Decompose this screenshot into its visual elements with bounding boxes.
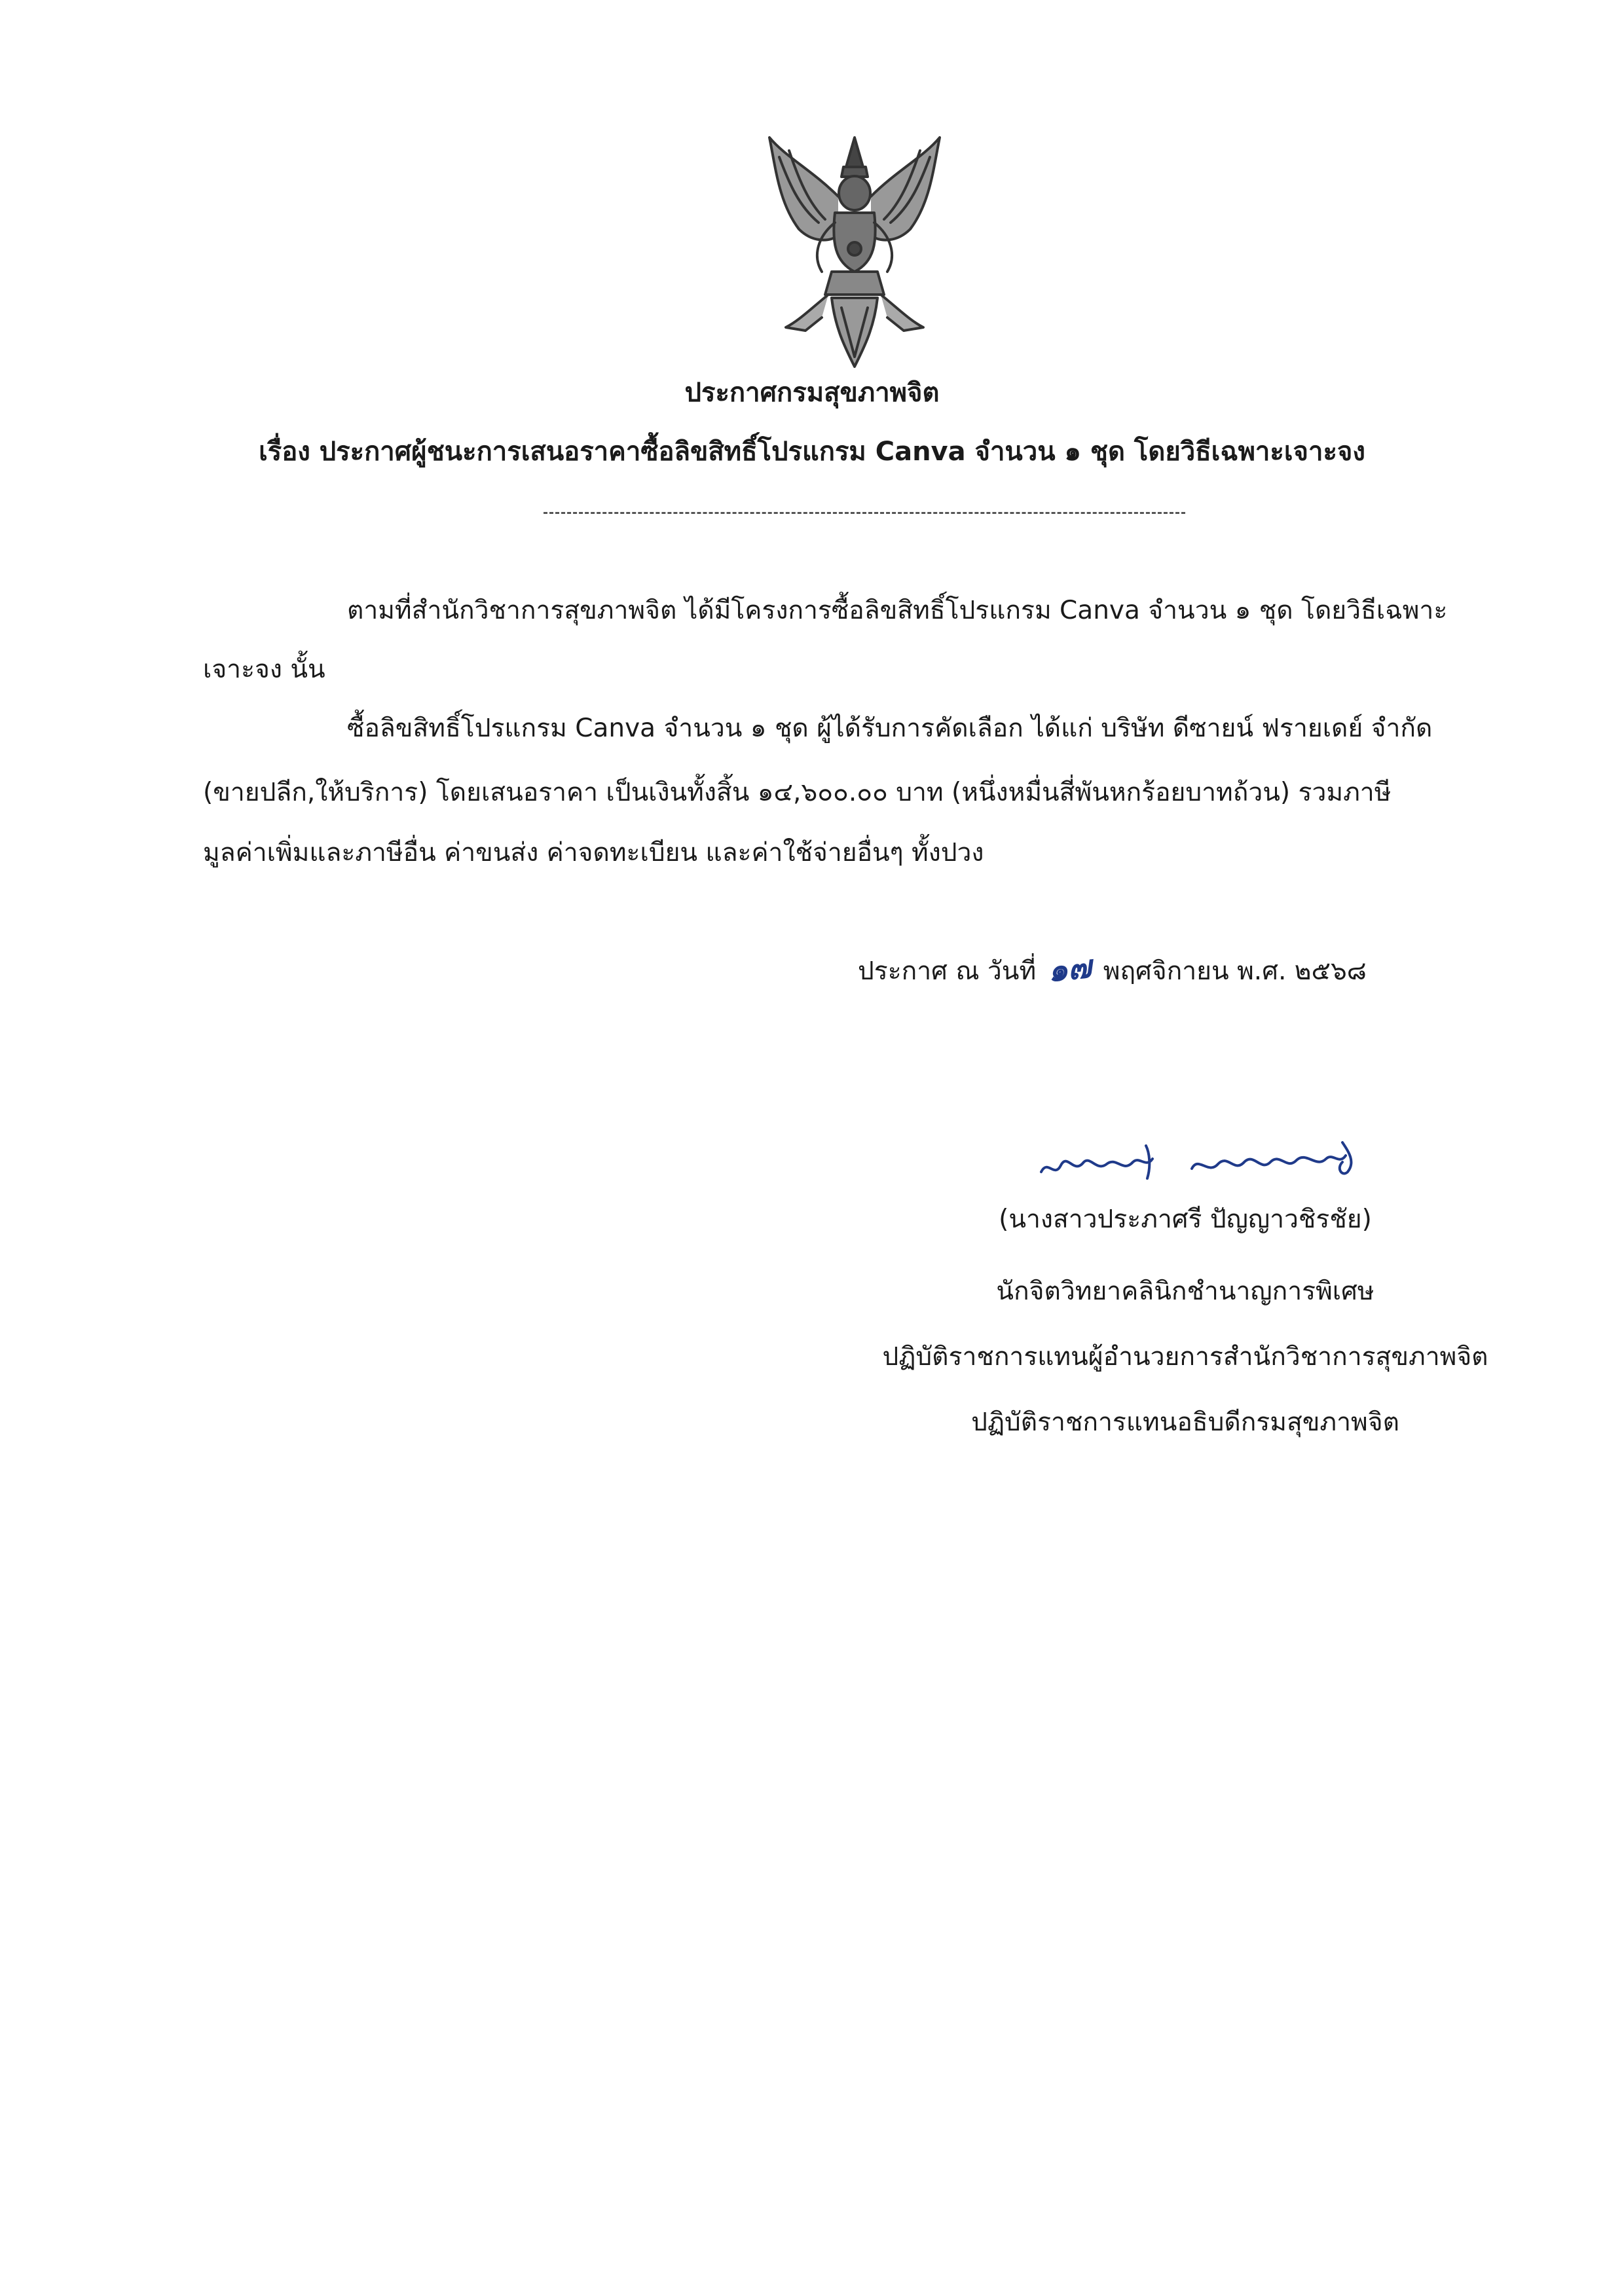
paragraph-2-line-1: ซื้อลิขสิทธิ์โปรแกรม Canva จำนวน ๑ ชุด ผู้ได้รับการคัดเลือก ได้แก่ บริษัท ดีซายน์ ฟรายเดย์ จำกัด — [347, 714, 1433, 743]
garuda-emblem — [760, 131, 950, 373]
signatory-position-2: ปฏิบัติราชการแทนผู้อำนวยการสำนักวิชาการสุขภาพจิต — [882, 1342, 1488, 1372]
signatory-position-3: ปฏิบัติราชการแทนอธิบดีกรมสุขภาพจิต — [971, 1408, 1399, 1437]
document-title: ประกาศกรมสุขภาพจิต — [684, 378, 940, 408]
signatory-position-1: นักจิตวิทยาคลินิกชำนาญการพิเศษ — [996, 1277, 1375, 1306]
document-subject: เรื่อง ประกาศผู้ชนะการเสนอราคาซื้อลิขสิทธิ์โปรแกรม Canva จำนวน ๑ ชุด โดยวิธีเฉพาะเจาะจง — [259, 437, 1365, 467]
paragraph-2-line-3: มูลค่าเพิ่มและภาษีอื่น ค่าขนส่ง ค่าจดทะเบียน และค่าใช้จ่ายอื่นๆ ทั้งปวง — [203, 838, 984, 867]
section-divider — [544, 512, 1185, 514]
paragraph-2-line-2: (ขายปลีก,ให้บริการ) โดยเสนอราคา เป็นเงินทั้งสิ้น ๑๔,๖๐๐.๐๐ บาท (หนึ่งหมื่นสี่พันหกร้อยบาทถ้วน) รวมภาษี — [203, 778, 1392, 807]
announcement-date — [858, 948, 1367, 990]
handwritten-signature — [1035, 1133, 1375, 1192]
date-day-handwritten: ๑๗ — [1046, 948, 1094, 990]
date-suffix: พฤศจิกายน พ.ศ. ๒๕๖๘ — [1103, 957, 1367, 986]
date-prefix: ประกาศ ณ วันที่ — [858, 957, 1037, 986]
signatory-name: (นางสาวประภาศรี ปัญญาวชิรชัย) — [999, 1205, 1372, 1234]
paragraph-1-line-2: เจาะจง นั้น — [203, 655, 325, 684]
paragraph-1-line-1: ตามที่สำนักวิชาการสุขภาพจิต ได้มีโครงการซื้อลิขสิทธิ์โปรแกรม Canva จำนวน ๑ ชุด โดยวิธีเฉพาะ — [347, 596, 1448, 625]
